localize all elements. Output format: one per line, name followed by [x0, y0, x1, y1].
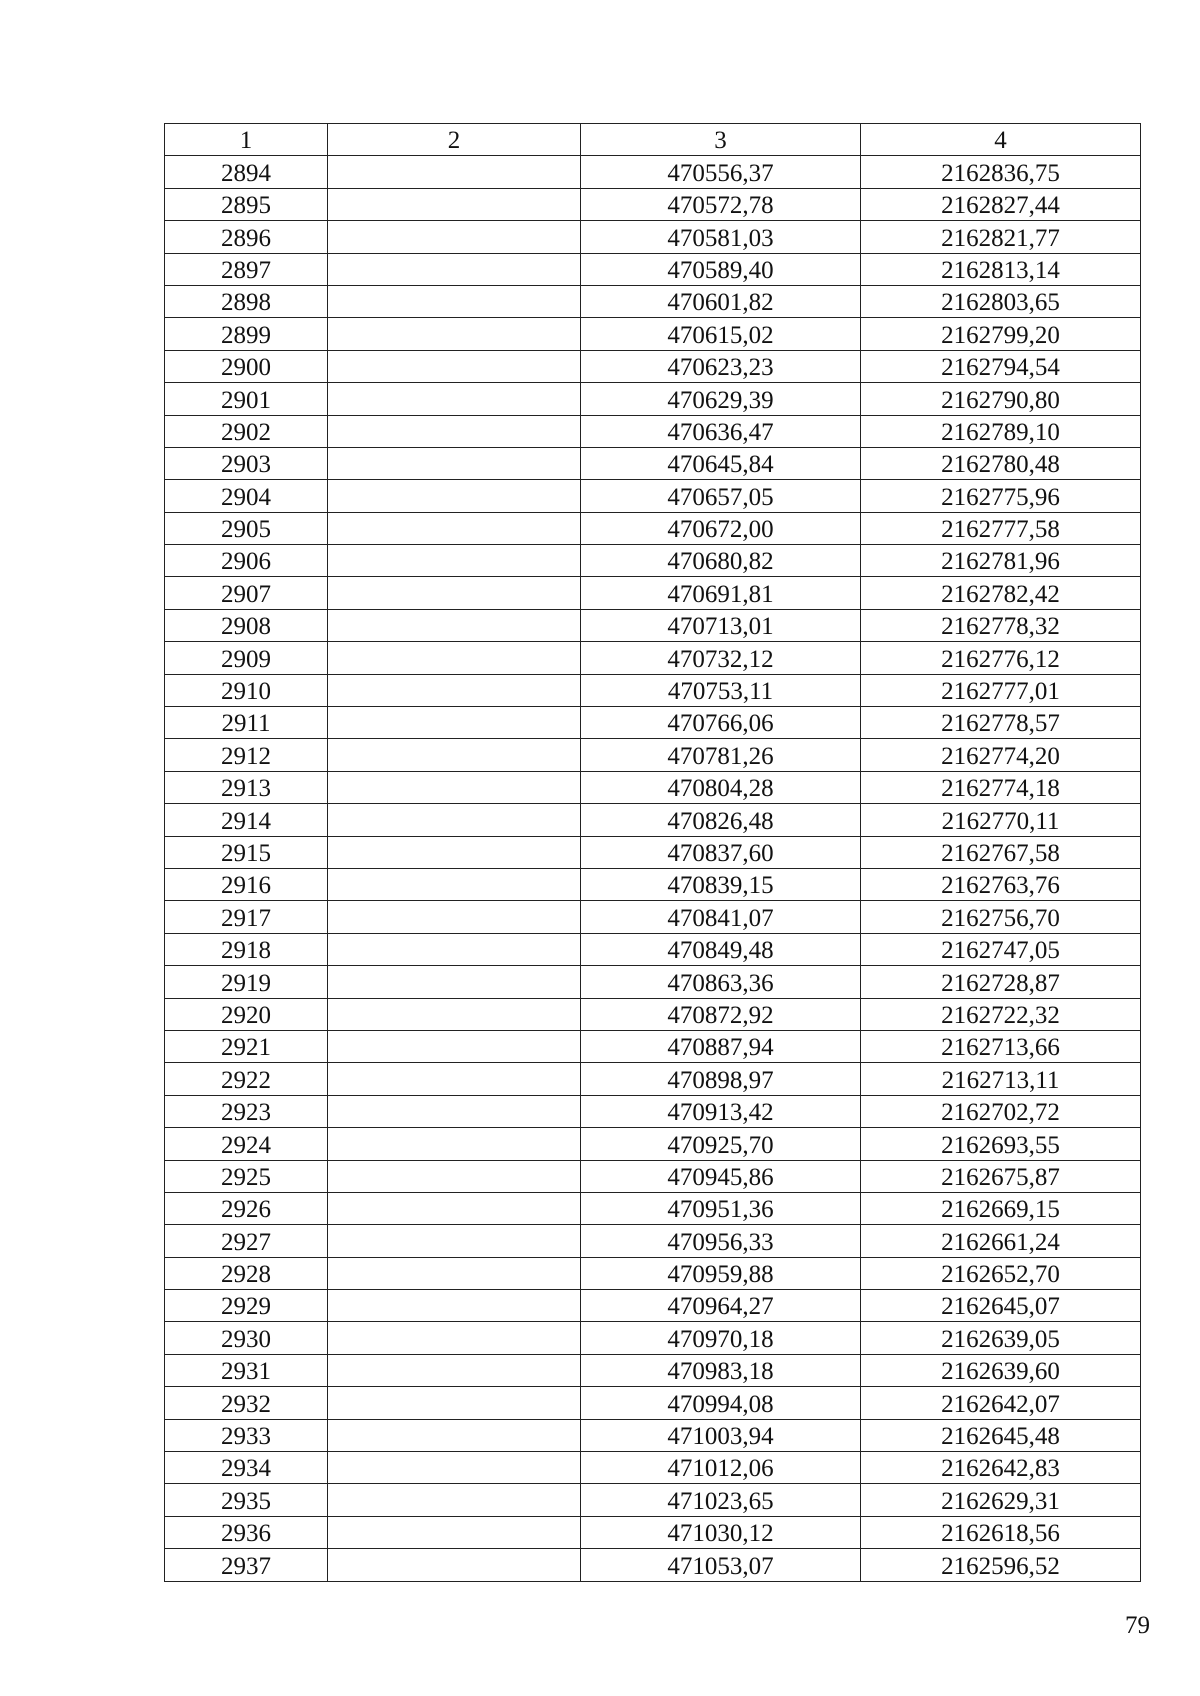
cell-col-2 [328, 1128, 581, 1160]
cell-point-number: 2895 [165, 188, 328, 220]
table-row [165, 771, 1141, 803]
cell-y: 2162794,54 [861, 350, 1141, 382]
cell-col-2 [328, 1095, 581, 1127]
cell-y: 2162790,80 [861, 383, 1141, 415]
table-row [165, 674, 1141, 706]
cell-y: 2162770,11 [861, 804, 1141, 836]
cell-point-number: 2905 [165, 512, 328, 544]
cell-point-number: 2935 [165, 1484, 328, 1516]
cell-col-2 [328, 253, 581, 285]
cell-y: 2162777,01 [861, 674, 1141, 706]
cell-x: 470837,60 [581, 836, 861, 868]
table-header-row [165, 124, 1141, 156]
table-row [165, 1322, 1141, 1354]
cell-col-2 [328, 707, 581, 739]
table-row [165, 1419, 1141, 1451]
cell-point-number: 2910 [165, 674, 328, 706]
table-row [165, 609, 1141, 641]
table-row [165, 415, 1141, 447]
cell-col-2 [328, 480, 581, 512]
cell-point-number: 2894 [165, 156, 328, 188]
table-row [165, 1452, 1141, 1484]
cell-x: 470623,23 [581, 350, 861, 382]
table-row [165, 1192, 1141, 1224]
table-row [165, 318, 1141, 350]
header-cell-x: 3 [581, 124, 861, 156]
table-row [165, 1095, 1141, 1127]
table-row [165, 1225, 1141, 1257]
cell-x: 470964,27 [581, 1290, 861, 1322]
cell-point-number: 2896 [165, 221, 328, 253]
cell-col-2 [328, 188, 581, 220]
cell-y: 2162639,60 [861, 1354, 1141, 1386]
cell-col-2 [328, 674, 581, 706]
cell-x: 470753,11 [581, 674, 861, 706]
cell-col-2 [328, 771, 581, 803]
cell-x: 470839,15 [581, 868, 861, 900]
coordinates-table-body [165, 124, 1141, 1582]
cell-x: 470849,48 [581, 933, 861, 965]
coordinates-table [164, 123, 1141, 1582]
table-row [165, 156, 1141, 188]
cell-x: 470672,00 [581, 512, 861, 544]
table-row [165, 642, 1141, 674]
cell-point-number: 2913 [165, 771, 328, 803]
cell-y: 2162756,70 [861, 901, 1141, 933]
cell-col-2 [328, 1225, 581, 1257]
cell-point-number: 2916 [165, 868, 328, 900]
cell-point-number: 2930 [165, 1322, 328, 1354]
cell-x: 471003,94 [581, 1419, 861, 1451]
cell-y: 2162821,77 [861, 221, 1141, 253]
cell-y: 2162774,18 [861, 771, 1141, 803]
cell-point-number: 2936 [165, 1516, 328, 1548]
table-row [165, 480, 1141, 512]
cell-point-number: 2924 [165, 1128, 328, 1160]
cell-y: 2162642,07 [861, 1387, 1141, 1419]
cell-x: 470691,81 [581, 577, 861, 609]
table-row [165, 836, 1141, 868]
cell-col-2 [328, 1387, 581, 1419]
cell-y: 2162763,76 [861, 868, 1141, 900]
cell-point-number: 2928 [165, 1257, 328, 1289]
cell-y: 2162827,44 [861, 188, 1141, 220]
cell-y: 2162775,96 [861, 480, 1141, 512]
table-row [165, 1160, 1141, 1192]
cell-col-2 [328, 804, 581, 836]
table-row [165, 188, 1141, 220]
cell-x: 470781,26 [581, 739, 861, 771]
cell-y: 2162629,31 [861, 1484, 1141, 1516]
cell-col-2 [328, 1419, 581, 1451]
table-row [165, 545, 1141, 577]
cell-point-number: 2926 [165, 1192, 328, 1224]
cell-col-2 [328, 868, 581, 900]
table-row [165, 1063, 1141, 1095]
cell-y: 2162778,57 [861, 707, 1141, 739]
cell-y: 2162642,83 [861, 1452, 1141, 1484]
table-row [165, 253, 1141, 285]
cell-y: 2162774,20 [861, 739, 1141, 771]
cell-x: 470732,12 [581, 642, 861, 674]
cell-point-number: 2906 [165, 545, 328, 577]
cell-point-number: 2902 [165, 415, 328, 447]
cell-col-2 [328, 901, 581, 933]
cell-x: 470581,03 [581, 221, 861, 253]
cell-x: 470615,02 [581, 318, 861, 350]
cell-y: 2162767,58 [861, 836, 1141, 868]
cell-col-2 [328, 221, 581, 253]
cell-point-number: 2932 [165, 1387, 328, 1419]
cell-x: 470994,08 [581, 1387, 861, 1419]
table-row [165, 998, 1141, 1030]
cell-y: 2162652,70 [861, 1257, 1141, 1289]
cell-col-2 [328, 836, 581, 868]
cell-col-2 [328, 512, 581, 544]
cell-point-number: 2918 [165, 933, 328, 965]
cell-col-2 [328, 933, 581, 965]
cell-y: 2162747,05 [861, 933, 1141, 965]
cell-col-2 [328, 350, 581, 382]
cell-x: 470601,82 [581, 285, 861, 317]
cell-y: 2162713,11 [861, 1063, 1141, 1095]
cell-y: 2162777,58 [861, 512, 1141, 544]
cell-col-2 [328, 1516, 581, 1548]
cell-x: 471030,12 [581, 1516, 861, 1548]
cell-x: 470589,40 [581, 253, 861, 285]
cell-x: 471023,65 [581, 1484, 861, 1516]
cell-y: 2162661,24 [861, 1225, 1141, 1257]
cell-y: 2162596,52 [861, 1549, 1141, 1581]
cell-x: 470887,94 [581, 1030, 861, 1062]
cell-point-number: 2900 [165, 350, 328, 382]
cell-x: 470713,01 [581, 609, 861, 641]
cell-col-2 [328, 1484, 581, 1516]
header-cell-point-number: 1 [165, 124, 328, 156]
cell-col-2 [328, 998, 581, 1030]
cell-y: 2162780,48 [861, 447, 1141, 479]
cell-col-2 [328, 1063, 581, 1095]
cell-x: 471053,07 [581, 1549, 861, 1581]
cell-col-2 [328, 1160, 581, 1192]
cell-y: 2162776,12 [861, 642, 1141, 674]
table-row [165, 1484, 1141, 1516]
table-row [165, 707, 1141, 739]
cell-y: 2162799,20 [861, 318, 1141, 350]
cell-x: 470645,84 [581, 447, 861, 479]
page-number: 79 [1125, 1612, 1150, 1639]
cell-point-number: 2929 [165, 1290, 328, 1322]
cell-point-number: 2923 [165, 1095, 328, 1127]
cell-col-2 [328, 609, 581, 641]
cell-point-number: 2908 [165, 609, 328, 641]
cell-point-number: 2909 [165, 642, 328, 674]
table-row [165, 221, 1141, 253]
cell-y: 2162781,96 [861, 545, 1141, 577]
cell-x: 470983,18 [581, 1354, 861, 1386]
cell-col-2 [328, 318, 581, 350]
cell-point-number: 2897 [165, 253, 328, 285]
cell-point-number: 2922 [165, 1063, 328, 1095]
cell-point-number: 2914 [165, 804, 328, 836]
cell-y: 2162645,07 [861, 1290, 1141, 1322]
header-cell-y: 4 [861, 124, 1141, 156]
cell-point-number: 2904 [165, 480, 328, 512]
cell-x: 471012,06 [581, 1452, 861, 1484]
cell-col-2 [328, 966, 581, 998]
cell-col-2 [328, 545, 581, 577]
cell-x: 470766,06 [581, 707, 861, 739]
cell-x: 470872,92 [581, 998, 861, 1030]
cell-x: 470629,39 [581, 383, 861, 415]
cell-point-number: 2931 [165, 1354, 328, 1386]
table-row [165, 1290, 1141, 1322]
cell-point-number: 2901 [165, 383, 328, 415]
table-row [165, 447, 1141, 479]
cell-x: 470959,88 [581, 1257, 861, 1289]
cell-col-2 [328, 383, 581, 415]
cell-point-number: 2899 [165, 318, 328, 350]
table-row [165, 512, 1141, 544]
table-row [165, 1128, 1141, 1160]
cell-y: 2162693,55 [861, 1128, 1141, 1160]
cell-point-number: 2925 [165, 1160, 328, 1192]
cell-y: 2162645,48 [861, 1419, 1141, 1451]
cell-point-number: 2898 [165, 285, 328, 317]
cell-y: 2162813,14 [861, 253, 1141, 285]
cell-x: 470945,86 [581, 1160, 861, 1192]
cell-col-2 [328, 1322, 581, 1354]
cell-point-number: 2934 [165, 1452, 328, 1484]
cell-y: 2162618,56 [861, 1516, 1141, 1548]
cell-y: 2162836,75 [861, 156, 1141, 188]
table-row [165, 1030, 1141, 1062]
cell-col-2 [328, 156, 581, 188]
table-row [165, 1354, 1141, 1386]
cell-x: 470804,28 [581, 771, 861, 803]
table-row [165, 350, 1141, 382]
table-row [165, 285, 1141, 317]
table-row [165, 739, 1141, 771]
table-row [165, 1549, 1141, 1581]
cell-point-number: 2912 [165, 739, 328, 771]
table-row [165, 383, 1141, 415]
table-row [165, 577, 1141, 609]
cell-x: 470680,82 [581, 545, 861, 577]
table-row [165, 966, 1141, 998]
cell-y: 2162702,72 [861, 1095, 1141, 1127]
cell-x: 470826,48 [581, 804, 861, 836]
cell-point-number: 2919 [165, 966, 328, 998]
cell-y: 2162728,87 [861, 966, 1141, 998]
cell-point-number: 2920 [165, 998, 328, 1030]
cell-point-number: 2915 [165, 836, 328, 868]
table-row [165, 1257, 1141, 1289]
cell-y: 2162669,15 [861, 1192, 1141, 1224]
cell-y: 2162713,66 [861, 1030, 1141, 1062]
cell-x: 470898,97 [581, 1063, 861, 1095]
cell-x: 470863,36 [581, 966, 861, 998]
cell-x: 470956,33 [581, 1225, 861, 1257]
cell-col-2 [328, 1257, 581, 1289]
table-row [165, 901, 1141, 933]
cell-y: 2162782,42 [861, 577, 1141, 609]
table-row [165, 1387, 1141, 1419]
cell-x: 470925,70 [581, 1128, 861, 1160]
header-cell-2: 2 [328, 124, 581, 156]
cell-col-2 [328, 1354, 581, 1386]
cell-col-2 [328, 447, 581, 479]
cell-point-number: 2907 [165, 577, 328, 609]
cell-y: 2162778,32 [861, 609, 1141, 641]
cell-x: 470636,47 [581, 415, 861, 447]
cell-y: 2162675,87 [861, 1160, 1141, 1192]
cell-point-number: 2933 [165, 1419, 328, 1451]
cell-col-2 [328, 739, 581, 771]
cell-x: 470572,78 [581, 188, 861, 220]
cell-col-2 [328, 1549, 581, 1581]
cell-point-number: 2903 [165, 447, 328, 479]
cell-y: 2162803,65 [861, 285, 1141, 317]
table-row [165, 1516, 1141, 1548]
cell-point-number: 2911 [165, 707, 328, 739]
cell-col-2 [328, 1290, 581, 1322]
cell-x: 470970,18 [581, 1322, 861, 1354]
table-row [165, 933, 1141, 965]
cell-x: 470556,37 [581, 156, 861, 188]
cell-point-number: 2927 [165, 1225, 328, 1257]
cell-col-2 [328, 1192, 581, 1224]
cell-point-number: 2937 [165, 1549, 328, 1581]
cell-col-2 [328, 415, 581, 447]
cell-col-2 [328, 642, 581, 674]
cell-x: 470913,42 [581, 1095, 861, 1127]
cell-x: 470841,07 [581, 901, 861, 933]
table-row [165, 868, 1141, 900]
cell-y: 2162722,32 [861, 998, 1141, 1030]
cell-col-2 [328, 1452, 581, 1484]
cell-y: 2162789,10 [861, 415, 1141, 447]
cell-x: 470951,36 [581, 1192, 861, 1224]
cell-col-2 [328, 577, 581, 609]
cell-point-number: 2917 [165, 901, 328, 933]
cell-col-2 [328, 285, 581, 317]
cell-x: 470657,05 [581, 480, 861, 512]
cell-y: 2162639,05 [861, 1322, 1141, 1354]
cell-col-2 [328, 1030, 581, 1062]
table-row [165, 804, 1141, 836]
cell-point-number: 2921 [165, 1030, 328, 1062]
